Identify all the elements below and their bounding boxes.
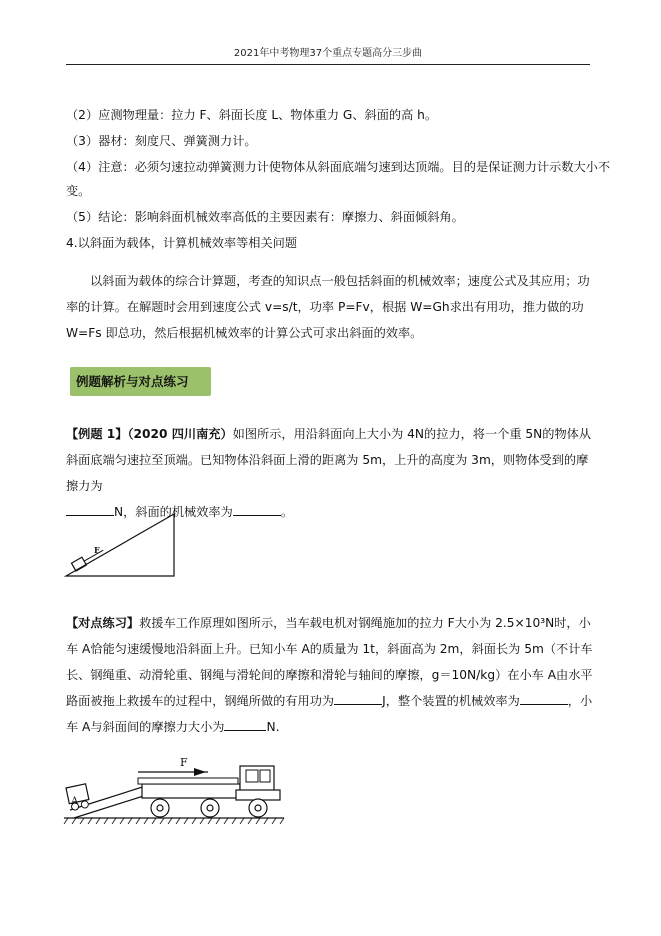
practice-blank-3[interactable] — [224, 718, 266, 731]
practice-text-d: N. — [266, 720, 280, 734]
practice-blank-2[interactable] — [520, 692, 568, 705]
rope-force-label: F — [180, 756, 188, 769]
example-1-text-c: 。 — [280, 505, 293, 519]
practice-tag: 【对点练习】 — [66, 616, 140, 630]
practice-blank-1[interactable] — [334, 692, 382, 705]
cart-a-label: A — [71, 796, 79, 807]
item-5: （5）结论：影响斜面机械效率高低的主要因素有：摩擦力、斜面倾斜角。 — [66, 210, 464, 224]
practice-text-c: ，小车 A与斜面间的摩擦力大小为 — [66, 694, 593, 734]
item-2: （2）应测物理量：拉力 F、斜面长度 L、物体重力 G、斜面的高 h。 — [66, 108, 438, 122]
example-1-tag: 【例题 1】（2020 四川南充） — [66, 427, 233, 441]
item-4-line-1: （4）注意：必须匀速拉动弹簧测力计使物体从斜面底端匀速到达顶端。目的是保证测力计示数大小不 — [66, 160, 611, 174]
example-1-text-a: 如图所示，用沿斜面向上大小为 4N的拉力，将一个重 5N的物体从斜面底端匀速拉至顶端。已知物体沿斜面上滑的距离为 5m，上升的高度为 3m，则物体受到的摩擦力为 — [66, 427, 592, 493]
practice-problem — [66, 610, 594, 740]
example-1-text-b: N，斜面的机械效率为 — [114, 505, 233, 519]
incline-force-label: F — [94, 545, 100, 555]
incline-figure — [64, 512, 184, 582]
item-4-line-2: 变。 — [66, 184, 91, 198]
section-4-heading: 4.以斜面为载体，计算机械效率等相关问题 — [66, 236, 298, 250]
example-1 — [66, 421, 594, 525]
rescue-truck-figure — [62, 752, 288, 832]
section-banner: 例题解析与对点练习 — [70, 367, 211, 396]
item-3: （3）器材：刻度尺、弹簧测力计。 — [66, 134, 257, 148]
practice-text-b: J，整个装置的机械效率为 — [382, 694, 520, 708]
practice-text-a: 救援车工作原理如图所示，当车载电机对钢绳施加的拉力 F大小为 2.5×10³N时，小车 A恰能匀速缓慢地沿斜面上升。已知小车 A的质量为 1t，斜面高为 2m，斜面长为 5m（不计车长、钢绳重、动滑轮重、钢绳与滑轮间的摩擦和滑轮与轴间的摩擦，g＝10N/kg）在小车 A由水平路面被拖上救援车的过程中，钢绳所做的有用功为 — [66, 616, 593, 708]
page-header: 2021年中考物理37个重点专题高分三步曲 — [66, 44, 590, 65]
intro-paragraph: 以斜面为载体的综合计算题，考查的知识点一般包括斜面的机械效率；速度公式及其应用；功率的计算。在解题时会用到速度公式 v=s/t，功率 P=Fv，根据 W=Gh求出有用功，推力做的功 W=Fs 即总功，然后根据机械效率的计算公式可求出斜面的效率。 — [66, 274, 590, 340]
example-1-blank-2[interactable] — [233, 503, 281, 516]
